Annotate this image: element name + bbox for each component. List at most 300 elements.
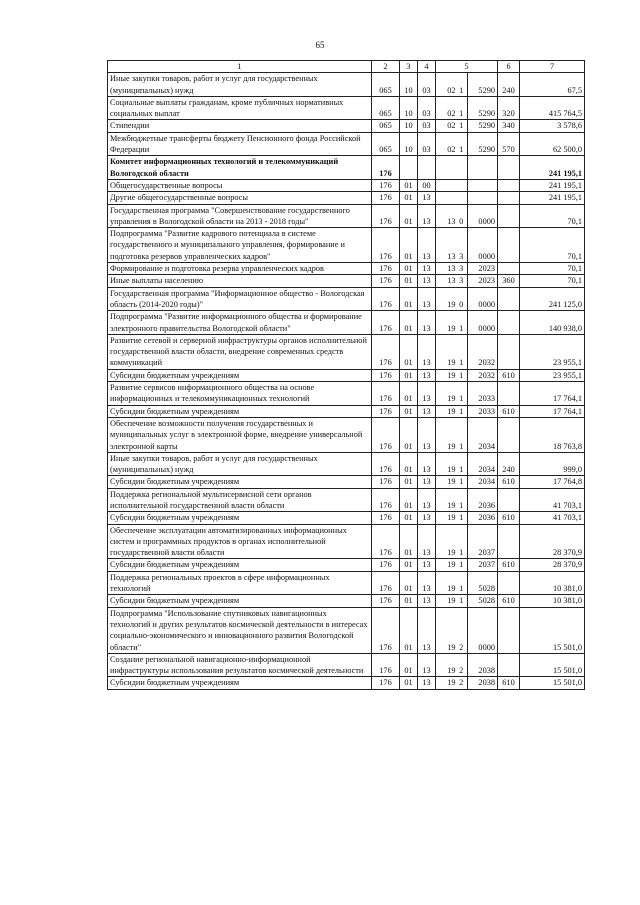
row-code-4: 13: [418, 369, 436, 381]
row-code-4: 13: [418, 571, 436, 595]
row-code-5a: [436, 156, 456, 180]
row-code-5b: 1: [456, 96, 468, 120]
row-code-5c: 2023: [468, 263, 498, 275]
row-code-6: [498, 653, 520, 677]
row-code-4: 13: [418, 287, 436, 311]
row-code-5b: 1: [456, 476, 468, 488]
row-code-3: 01: [400, 559, 418, 571]
table-row: [108, 607, 585, 653]
row-code-2: 176: [372, 179, 400, 191]
row-code-5a: 19: [436, 476, 456, 488]
row-code-6: 240: [498, 452, 520, 476]
row-code-6: [498, 179, 520, 191]
row-code-2: 176: [372, 488, 400, 512]
row-code-5a: [436, 179, 456, 191]
row-code-2: 176: [372, 607, 400, 653]
row-name: Подпрограмма "Развитие кадрового потенциала в системе государственного и муниципального управления, формирование и подготовка резервов управленческих кадров": [108, 228, 372, 263]
row-code-3: 01: [400, 488, 418, 512]
row-name: Субсидии бюджетным учреждениям: [108, 405, 372, 417]
row-code-5a: 13: [436, 204, 456, 228]
row-name: Иные закупки товаров, работ и услуг для государственных (муниципальных) нужд: [108, 73, 372, 97]
table-row: [108, 120, 585, 132]
row-code-2: 176: [372, 452, 400, 476]
row-code-2: 176: [372, 559, 400, 571]
row-code-5c: 2023: [468, 275, 498, 287]
row-code-6: [498, 311, 520, 335]
table-row: [108, 476, 585, 488]
row-code-5a: 19: [436, 382, 456, 406]
row-code-3: 01: [400, 204, 418, 228]
row-code-3: [400, 156, 418, 180]
row-code-4: 13: [418, 228, 436, 263]
row-amount: 999,0: [520, 452, 585, 476]
row-name: Субсидии бюджетным учреждениям: [108, 677, 372, 689]
row-code-5b: 2: [456, 653, 468, 677]
row-amount: 18 763,8: [520, 417, 585, 452]
table-row: [108, 156, 585, 180]
row-amount: 10 381,0: [520, 571, 585, 595]
row-code-5a: 19: [436, 452, 456, 476]
row-code-6: [498, 228, 520, 263]
table-row: [108, 311, 585, 335]
row-code-5c: 2036: [468, 488, 498, 512]
row-code-3: 01: [400, 287, 418, 311]
row-amount: 415 764,5: [520, 96, 585, 120]
row-code-6: 610: [498, 595, 520, 607]
row-code-5a: 02: [436, 96, 456, 120]
row-amount: 15 501,0: [520, 607, 585, 653]
row-code-3: 01: [400, 677, 418, 689]
row-code-3: 10: [400, 120, 418, 132]
row-code-5b: 1: [456, 571, 468, 595]
row-code-5a: 19: [436, 653, 456, 677]
row-code-5b: 1: [456, 488, 468, 512]
row-code-4: 13: [418, 677, 436, 689]
row-code-5a: 13: [436, 228, 456, 263]
row-name: Поддержка региональной мультисервисной сети органов исполнительной государственной власти области: [108, 488, 372, 512]
row-code-2: 065: [372, 73, 400, 97]
row-code-2: 176: [372, 595, 400, 607]
header-row: [108, 61, 585, 73]
row-code-4: 13: [418, 488, 436, 512]
row-amount: 23 955,1: [520, 334, 585, 369]
row-code-5c: 0000: [468, 607, 498, 653]
header-cell-3: 3: [400, 61, 418, 73]
row-amount: 28 370,9: [520, 559, 585, 571]
row-code-5c: 2034: [468, 417, 498, 452]
row-code-5c: 0000: [468, 311, 498, 335]
row-code-2: 065: [372, 120, 400, 132]
row-name: Подпрограмма "Использование спутниковых навигационных технологий и других результатов космической деятельности в интересах социально-экономического и инновационного развития Вологодской области": [108, 607, 372, 653]
row-code-6: [498, 263, 520, 275]
row-code-5a: 19: [436, 524, 456, 559]
row-code-5b: 0: [456, 204, 468, 228]
row-code-3: 01: [400, 405, 418, 417]
row-code-5b: 1: [456, 311, 468, 335]
row-code-4: 13: [418, 607, 436, 653]
row-amount: 28 370,9: [520, 524, 585, 559]
row-name: Субсидии бюджетным учреждениям: [108, 595, 372, 607]
row-amount: 241 195,1: [520, 179, 585, 191]
row-name: Стипендии: [108, 120, 372, 132]
row-code-3: 01: [400, 595, 418, 607]
row-name: Другие общегосударственные вопросы: [108, 192, 372, 204]
row-code-5c: 2038: [468, 653, 498, 677]
row-code-3: 01: [400, 571, 418, 595]
row-code-3: 01: [400, 607, 418, 653]
row-code-4: 13: [418, 405, 436, 417]
header-cell-1: 1: [108, 61, 372, 73]
row-code-3: 10: [400, 96, 418, 120]
row-amount: 17 764,1: [520, 382, 585, 406]
row-name: Государственная программа "Совершенствование государственного управления в Вологодской области на 2013 - 2018 годы": [108, 204, 372, 228]
table-row: [108, 488, 585, 512]
row-code-5a: [436, 192, 456, 204]
row-amount: 70,1: [520, 204, 585, 228]
row-amount: 62 500,0: [520, 132, 585, 156]
row-code-2: 065: [372, 132, 400, 156]
row-code-5a: 13: [436, 263, 456, 275]
row-code-5a: 19: [436, 571, 456, 595]
row-code-2: 176: [372, 677, 400, 689]
row-code-6: [498, 287, 520, 311]
row-name: Субсидии бюджетным учреждениям: [108, 512, 372, 524]
row-code-6: 320: [498, 96, 520, 120]
row-code-2: 176: [372, 405, 400, 417]
row-name: Субсидии бюджетным учреждениям: [108, 476, 372, 488]
row-code-5b: 1: [456, 120, 468, 132]
row-code-5a: 19: [436, 287, 456, 311]
row-code-5a: 19: [436, 595, 456, 607]
row-name: Субсидии бюджетным учреждениям: [108, 369, 372, 381]
table-row: [108, 524, 585, 559]
row-code-5b: 2: [456, 677, 468, 689]
row-code-5a: 02: [436, 73, 456, 97]
table-row: [108, 653, 585, 677]
table-row: [108, 334, 585, 369]
row-code-5a: 19: [436, 369, 456, 381]
row-code-2: 176: [372, 653, 400, 677]
row-code-6: [498, 382, 520, 406]
row-name: Поддержка региональных проектов в сфере информационных технологий: [108, 571, 372, 595]
table-row: [108, 405, 585, 417]
row-name: Обеспечение возможности получения государственных и муниципальных услуг в электронной форме, внедрение универсальной электронной карты: [108, 417, 372, 452]
table-row: [108, 132, 585, 156]
row-code-2: 176: [372, 334, 400, 369]
row-code-3: 01: [400, 228, 418, 263]
row-code-5c: 5028: [468, 571, 498, 595]
row-amount: 70,1: [520, 228, 585, 263]
row-code-6: 610: [498, 677, 520, 689]
row-code-2: 176: [372, 311, 400, 335]
row-code-4: 13: [418, 559, 436, 571]
row-code-5a: 19: [436, 559, 456, 571]
row-code-2: 176: [372, 476, 400, 488]
row-code-5c: [468, 192, 498, 204]
row-amount: 241 125,0: [520, 287, 585, 311]
row-code-2: 065: [372, 96, 400, 120]
row-code-4: 13: [418, 524, 436, 559]
table-row: [108, 228, 585, 263]
row-code-5c: 2034: [468, 476, 498, 488]
row-code-2: 176: [372, 192, 400, 204]
row-code-4: 13: [418, 417, 436, 452]
table-row: [108, 96, 585, 120]
row-code-5b: 1: [456, 559, 468, 571]
table-row: [108, 192, 585, 204]
row-code-5a: 19: [436, 405, 456, 417]
page-number: 65: [315, 40, 325, 50]
row-code-4: [418, 156, 436, 180]
row-code-5b: 1: [456, 512, 468, 524]
header-cell-2: 2: [372, 61, 400, 73]
row-code-5c: [468, 156, 498, 180]
row-amount: 17 764,1: [520, 405, 585, 417]
table-row: [108, 369, 585, 381]
row-code-4: 13: [418, 334, 436, 369]
row-code-2: 176: [372, 263, 400, 275]
row-code-5a: 19: [436, 677, 456, 689]
row-code-5c: 2032: [468, 334, 498, 369]
row-code-6: [498, 156, 520, 180]
row-code-4: 13: [418, 512, 436, 524]
row-code-3: 01: [400, 275, 418, 287]
budget-table: [107, 60, 585, 690]
row-name: Подпрограмма "Развитие информационного общества и формирование электронного правительства Вологодской области": [108, 311, 372, 335]
row-code-6: [498, 204, 520, 228]
row-code-2: 176: [372, 571, 400, 595]
row-code-4: 13: [418, 204, 436, 228]
row-code-5c: 5290: [468, 96, 498, 120]
row-code-5b: 2: [456, 607, 468, 653]
row-code-2: 176: [372, 382, 400, 406]
row-code-6: 340: [498, 120, 520, 132]
row-code-5b: 1: [456, 382, 468, 406]
table-row: [108, 571, 585, 595]
row-code-5c: 2033: [468, 382, 498, 406]
header-cell-5: 5: [436, 61, 498, 73]
row-name: Иные закупки товаров, работ и услуг для государственных (муниципальных) нужд: [108, 452, 372, 476]
row-code-5a: 19: [436, 512, 456, 524]
row-code-5c: 2036: [468, 512, 498, 524]
row-code-5b: [456, 192, 468, 204]
row-name: Формирование и подготовка резерва управленческих кадров: [108, 263, 372, 275]
table-row: [108, 287, 585, 311]
row-code-3: 01: [400, 653, 418, 677]
table-row: [108, 677, 585, 689]
row-code-3: 01: [400, 311, 418, 335]
row-code-5c: 2037: [468, 559, 498, 571]
row-amount: 41 703,1: [520, 512, 585, 524]
row-code-5c: 5290: [468, 132, 498, 156]
row-code-5c: 2037: [468, 524, 498, 559]
row-code-2: 176: [372, 417, 400, 452]
row-code-4: 13: [418, 476, 436, 488]
row-name: Межбюджетные трансферты бюджету Пенсионного фонда Российской Федерации: [108, 132, 372, 156]
row-code-2: 176: [372, 275, 400, 287]
row-code-6: 570: [498, 132, 520, 156]
table-row: [108, 595, 585, 607]
row-code-3: 01: [400, 452, 418, 476]
row-code-5c: [468, 179, 498, 191]
row-code-6: [498, 417, 520, 452]
row-code-2: 176: [372, 228, 400, 263]
row-code-5a: 19: [436, 488, 456, 512]
row-code-2: 176: [372, 524, 400, 559]
row-code-5b: 1: [456, 334, 468, 369]
row-code-5a: 19: [436, 417, 456, 452]
row-code-6: 360: [498, 275, 520, 287]
row-code-2: 176: [372, 512, 400, 524]
row-code-4: 13: [418, 452, 436, 476]
row-code-5a: 02: [436, 132, 456, 156]
row-amount: 15 501,0: [520, 653, 585, 677]
row-code-5c: 2038: [468, 677, 498, 689]
row-amount: 67,5: [520, 73, 585, 97]
table-row: [108, 275, 585, 287]
row-code-5c: 2034: [468, 452, 498, 476]
row-code-5b: 1: [456, 132, 468, 156]
row-code-5c: 5290: [468, 120, 498, 132]
row-code-5b: 3: [456, 228, 468, 263]
row-name: Субсидии бюджетным учреждениям: [108, 559, 372, 571]
row-code-4: 13: [418, 311, 436, 335]
row-code-5a: 19: [436, 334, 456, 369]
row-code-5b: 3: [456, 263, 468, 275]
row-amount: 15 501,0: [520, 677, 585, 689]
row-name: Развитие сервисов информационного общества на основе информационных и телекоммуникационных технологий: [108, 382, 372, 406]
row-code-5a: 13: [436, 275, 456, 287]
row-amount: 3 578,6: [520, 120, 585, 132]
row-code-5c: 2033: [468, 405, 498, 417]
table-row: [108, 382, 585, 406]
row-amount: 23 955,1: [520, 369, 585, 381]
row-code-5b: 1: [456, 417, 468, 452]
row-code-6: 610: [498, 512, 520, 524]
row-name: Социальные выплаты гражданам, кроме публичных нормативных социальных выплат: [108, 96, 372, 120]
row-name: Создание региональной навигационно-информационной инфраструктуры использования результатов космической деятельности: [108, 653, 372, 677]
row-name: Общегосударственные вопросы: [108, 179, 372, 191]
row-amount: 17 764,8: [520, 476, 585, 488]
row-code-5c: 0000: [468, 228, 498, 263]
row-code-3: 01: [400, 179, 418, 191]
row-amount: 241 195,1: [520, 156, 585, 180]
row-code-2: 176: [372, 156, 400, 180]
row-code-5b: [456, 179, 468, 191]
table-row: [108, 179, 585, 191]
row-amount: 241 195,1: [520, 192, 585, 204]
row-code-4: 03: [418, 73, 436, 97]
row-code-4: 13: [418, 382, 436, 406]
row-code-4: 13: [418, 653, 436, 677]
row-code-3: 01: [400, 369, 418, 381]
row-code-5b: 1: [456, 73, 468, 97]
table-row: [108, 559, 585, 571]
table-row: [108, 204, 585, 228]
row-code-6: 610: [498, 476, 520, 488]
table-row: [108, 263, 585, 275]
row-code-3: 01: [400, 192, 418, 204]
row-code-5c: 5028: [468, 595, 498, 607]
row-code-5b: 1: [456, 595, 468, 607]
row-code-6: [498, 192, 520, 204]
row-code-5c: 5290: [468, 73, 498, 97]
row-amount: 140 938,0: [520, 311, 585, 335]
row-code-6: 610: [498, 559, 520, 571]
row-code-5c: 0000: [468, 287, 498, 311]
row-code-3: 01: [400, 334, 418, 369]
row-code-6: [498, 607, 520, 653]
table-row: [108, 512, 585, 524]
header-cell-7: 7: [520, 61, 585, 73]
row-code-3: 01: [400, 382, 418, 406]
row-code-5b: 1: [456, 524, 468, 559]
row-code-2: 176: [372, 204, 400, 228]
row-name: Иные выплаты населению: [108, 275, 372, 287]
row-code-5c: 0000: [468, 204, 498, 228]
row-code-4: 03: [418, 96, 436, 120]
row-code-6: [498, 571, 520, 595]
row-name: Обеспечение эксплуатации автоматизированных информационных систем и программных продуктов в органах исполнительной государственной власти области: [108, 524, 372, 559]
row-code-5b: 0: [456, 287, 468, 311]
row-code-5b: 1: [456, 369, 468, 381]
row-code-5a: 02: [436, 120, 456, 132]
row-code-6: [498, 488, 520, 512]
row-code-5b: 3: [456, 275, 468, 287]
row-code-6: [498, 524, 520, 559]
row-code-5b: [456, 156, 468, 180]
row-code-4: 13: [418, 192, 436, 204]
row-code-5b: 1: [456, 452, 468, 476]
row-code-2: 176: [372, 287, 400, 311]
row-code-4: 03: [418, 132, 436, 156]
row-name: Комитет информационных технологий и телекоммуникаций Вологодской области: [108, 156, 372, 180]
row-code-6: 610: [498, 369, 520, 381]
row-code-3: 01: [400, 263, 418, 275]
row-code-5b: 1: [456, 405, 468, 417]
row-amount: 10 381,0: [520, 595, 585, 607]
table-row: [108, 452, 585, 476]
row-code-3: 01: [400, 524, 418, 559]
row-code-6: 610: [498, 405, 520, 417]
row-name: Государственная программа "Информационное общество - Вологодская область (2014-2020 годы)": [108, 287, 372, 311]
row-code-4: 13: [418, 595, 436, 607]
row-code-2: 176: [372, 369, 400, 381]
row-amount: 70,1: [520, 263, 585, 275]
row-code-3: 01: [400, 512, 418, 524]
row-name: Развитие сетевой и серверной инфраструктуры органов исполнительной государственной власти области, внедрение современных средств коммуникаций: [108, 334, 372, 369]
row-code-4: 03: [418, 120, 436, 132]
row-code-3: 10: [400, 73, 418, 97]
row-code-4: 13: [418, 275, 436, 287]
row-code-5a: 19: [436, 311, 456, 335]
row-code-3: 01: [400, 417, 418, 452]
row-code-6: 240: [498, 73, 520, 97]
header-cell-4: 4: [418, 61, 436, 73]
row-amount: 70,1: [520, 275, 585, 287]
header-cell-6: 6: [498, 61, 520, 73]
row-code-4: 13: [418, 263, 436, 275]
table-row: [108, 73, 585, 97]
row-amount: 41 703,1: [520, 488, 585, 512]
row-code-4: 00: [418, 179, 436, 191]
row-code-5c: 2032: [468, 369, 498, 381]
row-code-5a: 19: [436, 607, 456, 653]
table-row: [108, 417, 585, 452]
row-code-6: [498, 334, 520, 369]
row-code-3: 10: [400, 132, 418, 156]
row-code-3: 01: [400, 476, 418, 488]
